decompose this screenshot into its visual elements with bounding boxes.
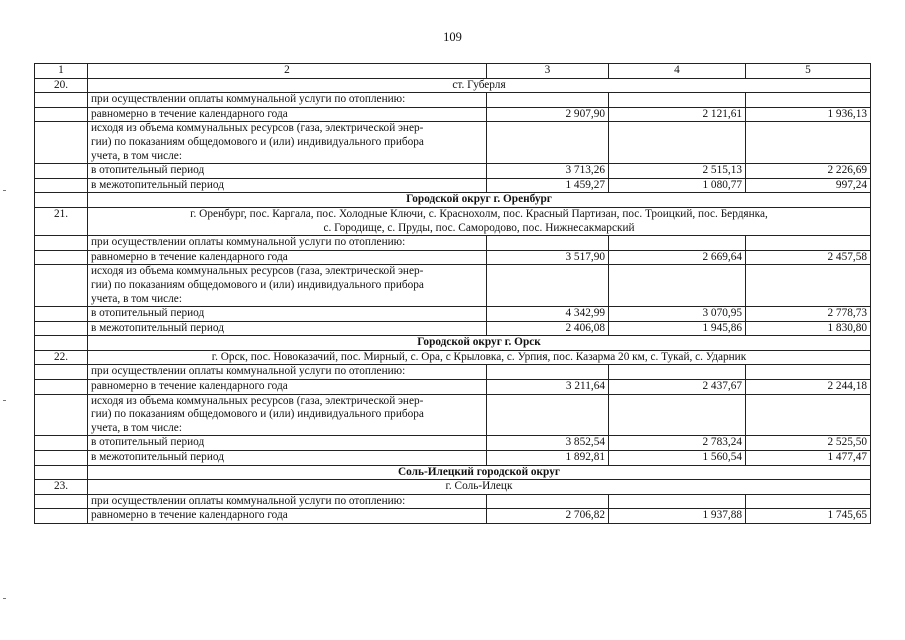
value-cell-empty [746,236,871,251]
value-cell-empty [487,394,609,436]
value-cell-empty [746,494,871,509]
tariff-row [35,380,871,395]
table-header-row [35,64,871,79]
value-cell-empty [487,265,609,307]
row-number-empty [35,307,88,322]
value-cell-empty [746,365,871,380]
tariff-row [35,451,871,466]
value-cell-empty [746,265,871,307]
tariff-row [35,250,871,265]
subheading-row [35,93,871,108]
row-number-empty [35,509,88,524]
value-cell-empty [487,122,609,164]
row-label: при осуществлении оплаты коммунальной услуги по отоплению: [88,93,487,108]
row-number-empty [35,236,88,251]
tariff-row [35,107,871,122]
value-cell-empty [746,93,871,108]
subheading-row [35,494,871,509]
row-number-empty [35,107,88,122]
tariff-value-col3: 3 517,90 [487,250,609,265]
value-cell-empty [609,265,746,307]
tariff-value-col5: 2 226,69 [746,164,871,179]
tariff-value-col4: 2 783,24 [609,436,746,451]
district-header-row [35,465,871,480]
row-number: 20. [35,78,88,93]
row-label: в межотопительный период [88,451,487,466]
tariff-value-col5: 997,24 [746,178,871,193]
settlement-row [35,350,871,365]
row-label: равномерно в течение календарного года [88,250,487,265]
row-number-empty [35,336,88,351]
row-number-empty [35,250,88,265]
tariff-value-col4: 2 669,64 [609,250,746,265]
row-label: в межотопительный период [88,321,487,336]
district-title: Городской округ г. Орск [88,336,871,351]
subheading-row [35,394,871,436]
row-number-empty [35,178,88,193]
column-header: 4 [609,64,746,79]
tariff-value-col5: 2 778,73 [746,307,871,322]
value-cell-empty [609,494,746,509]
district-title: Соль-Илецкий городской округ [88,465,871,480]
subheading-row [35,265,871,307]
value-cell-empty [487,93,609,108]
margin-mark [3,190,6,191]
value-cell-empty [746,122,871,164]
value-cell-empty [609,236,746,251]
value-cell-empty [609,365,746,380]
tariff-value-col4: 2 515,13 [609,164,746,179]
tariff-value-col3: 2 706,82 [487,509,609,524]
margin-mark [3,598,6,599]
value-cell-empty [746,394,871,436]
row-label: при осуществлении оплаты коммунальной услуги по отоплению: [88,494,487,509]
row-number-empty [35,164,88,179]
column-header: 1 [35,64,88,79]
row-label: равномерно в течение календарного года [88,509,487,524]
row-number-empty [35,465,88,480]
row-number-empty [35,494,88,509]
subheading-row [35,122,871,164]
column-header: 5 [746,64,871,79]
row-label: исходя из объема коммунальных ресурсов (газа, электрической энер- гии) по показаниям общедомового и (или) индивидуального прибора учета, в том числе: [88,394,487,436]
tariff-value-col3: 2 907,90 [487,107,609,122]
tariff-value-col5: 1 830,80 [746,321,871,336]
value-cell-empty [487,365,609,380]
tariff-value-col5: 2 457,58 [746,250,871,265]
tariff-value-col3: 1 892,81 [487,451,609,466]
district-header-row [35,336,871,351]
row-label: в отопительный период [88,436,487,451]
row-number-empty [35,265,88,307]
value-cell-empty [487,494,609,509]
tariff-value-col4: 1 080,77 [609,178,746,193]
tariff-row [35,164,871,179]
row-label: равномерно в течение календарного года [88,107,487,122]
tariff-value-col4: 3 070,95 [609,307,746,322]
row-label: исходя из объема коммунальных ресурсов (газа, электрической энер- гии) по показаниям общедомового и (или) индивидуального прибора учета, в том числе: [88,265,487,307]
value-cell-empty [609,122,746,164]
row-number-empty [35,365,88,380]
row-number-empty [35,93,88,108]
tariff-row [35,178,871,193]
row-number: 22. [35,350,88,365]
row-number: 23. [35,480,88,495]
settlement-row [35,480,871,495]
tariff-value-col5: 1 477,47 [746,451,871,466]
tariff-value-col3: 4 342,99 [487,307,609,322]
settlement-name: ст. Губерля [88,78,871,93]
tariff-value-col5: 1 936,13 [746,107,871,122]
tariff-row [35,509,871,524]
tariff-row [35,321,871,336]
row-label: в межотопительный период [88,178,487,193]
row-number-empty [35,451,88,466]
row-number-empty [35,122,88,164]
tariff-value-col4: 1 560,54 [609,451,746,466]
tariff-value-col5: 2 525,50 [746,436,871,451]
value-cell-empty [487,236,609,251]
tariff-value-col4: 2 121,61 [609,107,746,122]
tariff-value-col4: 2 437,67 [609,380,746,395]
district-title: Городской округ г. Оренбург [88,193,871,208]
tariff-row [35,436,871,451]
settlement-name: г. Оренбург, пос. Каргала, пос. Холодные Ключи, с. Краснохолм, пос. Красный Партизан, пос. Троицкий, пос. Бердянка, с. Городище, с. Пруды, пос. Самородово, пос. Нижнесакмарский [88,207,871,235]
row-number-empty [35,436,88,451]
tariff-value-col4: 1 945,86 [609,321,746,336]
settlement-row [35,78,871,93]
value-cell-empty [609,394,746,436]
column-header: 2 [88,64,487,79]
subheading-row [35,236,871,251]
row-label: при осуществлении оплаты коммунальной услуги по отоплению: [88,236,487,251]
tariff-value-col3: 3 713,26 [487,164,609,179]
margin-mark [3,400,6,401]
tariff-value-col3: 3 211,64 [487,380,609,395]
tariff-value-col3: 3 852,54 [487,436,609,451]
row-number-empty [35,380,88,395]
settlement-name: г. Соль-Илецк [88,480,871,495]
row-label: в отопительный период [88,307,487,322]
tariff-value-col5: 2 244,18 [746,380,871,395]
settlement-row [35,207,871,235]
tariff-value-col3: 2 406,08 [487,321,609,336]
row-number-empty [35,394,88,436]
row-number-empty [35,321,88,336]
row-label: исходя из объема коммунальных ресурсов (газа, электрической энер- гии) по показаниям общедомового и (или) индивидуального прибора учета, в том числе: [88,122,487,164]
row-label: при осуществлении оплаты коммунальной услуги по отоплению: [88,365,487,380]
tariff-value-col4: 1 937,88 [609,509,746,524]
tariff-table [34,63,871,524]
tariff-row [35,307,871,322]
page-number: 109 [443,30,462,44]
tariff-value-col5: 1 745,65 [746,509,871,524]
settlement-name: г. Орск, пос. Новоказачий, пос. Мирный, с. Ора, с Крыловка, с. Урпия, пос. Казарма 20 км, с. Тукай, с. Ударник [88,350,871,365]
column-header: 3 [487,64,609,79]
subheading-row [35,365,871,380]
district-header-row [35,193,871,208]
value-cell-empty [609,93,746,108]
row-label: равномерно в течение календарного года [88,380,487,395]
row-label: в отопительный период [88,164,487,179]
tariff-value-col3: 1 459,27 [487,178,609,193]
row-number-empty [35,193,88,208]
row-number: 21. [35,207,88,235]
